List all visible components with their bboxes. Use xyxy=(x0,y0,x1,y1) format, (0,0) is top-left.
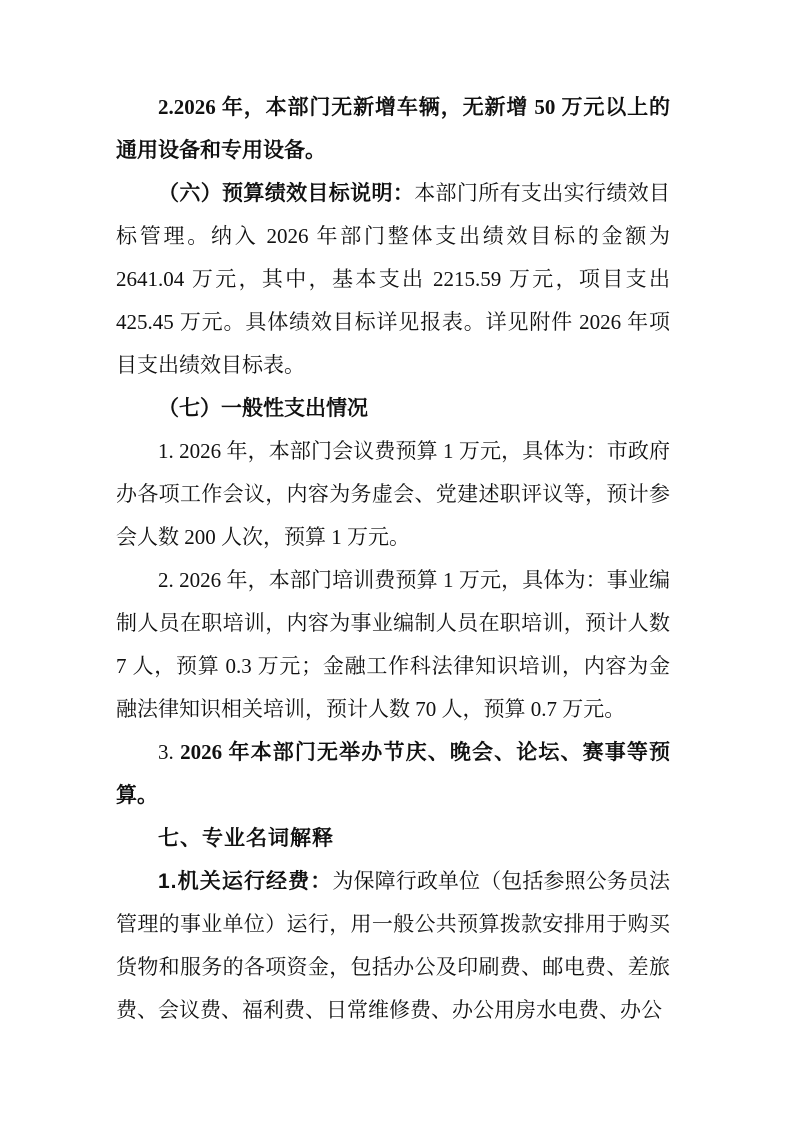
heading-text: 七、专业名词解释 xyxy=(158,827,334,850)
heading-terms-glossary xyxy=(116,817,670,860)
paragraph-no-new-vehicles xyxy=(116,86,670,172)
paragraph-training-fee xyxy=(116,559,670,731)
paragraph-text: 2026 年本部门无举办节庆、晚会、论坛、赛事等预算。 xyxy=(116,740,671,807)
paragraph-lead: 3. xyxy=(158,740,181,764)
paragraph-text: 2. 2026 年，本部门培训费预算 1 万元，具体为：事业编制人员在职培训，内容为事业编制人员在职培训，预计人数 7 人，预算 0.3 万元；金融工作科法律知识培训，内容为金融法律知识相关培训，预计人数 70 人，预算 0.7 万元。 xyxy=(116,568,670,721)
heading-text: （七）一般性支出情况 xyxy=(158,396,368,420)
heading-general-expenditure xyxy=(116,387,670,430)
paragraph-budget-performance-target xyxy=(116,172,670,387)
paragraph-text: 2.2026 年，本部门无新增车辆，无新增 50 万元以上的通用设备和专用设备。 xyxy=(116,95,670,162)
paragraph-text: 为保障行政单位（包括参照公务员法管理的事业单位）运行，用一般公共预算拨款安排用于购买货物和服务的各项资金，包括办公及印刷费、邮电费、差旅费、会议费、福利费、日常维修费、办公用房水电费、办公 xyxy=(116,869,671,1022)
paragraph-lead: （六）预算绩效目标说明： xyxy=(158,181,415,205)
paragraph-no-festival-budget xyxy=(116,731,670,817)
paragraph-text: 1. 2026 年，本部门会议费预算 1 万元，具体为：市政府办各项工作会议，内容为务虚会、党建述职评议等，预计参会人数 200 人次，预算 1 万元。 xyxy=(116,439,670,549)
paragraph-meeting-fee xyxy=(116,430,670,559)
paragraph-text: 本部门所有支出实行绩效目标管理。纳入 2026 年部门整体支出绩效目标的金额为 2641.04 万元，其中，基本支出 2215.59 万元，项目支出 425.45 万元。具体绩效目标详见报表。详见附件 2026 年项目支出绩效目标表。 xyxy=(116,181,671,377)
document-body xyxy=(116,86,670,1032)
paragraph-agency-operating-funds xyxy=(116,860,670,1032)
paragraph-lead: 1.机关运行经费： xyxy=(158,870,333,893)
